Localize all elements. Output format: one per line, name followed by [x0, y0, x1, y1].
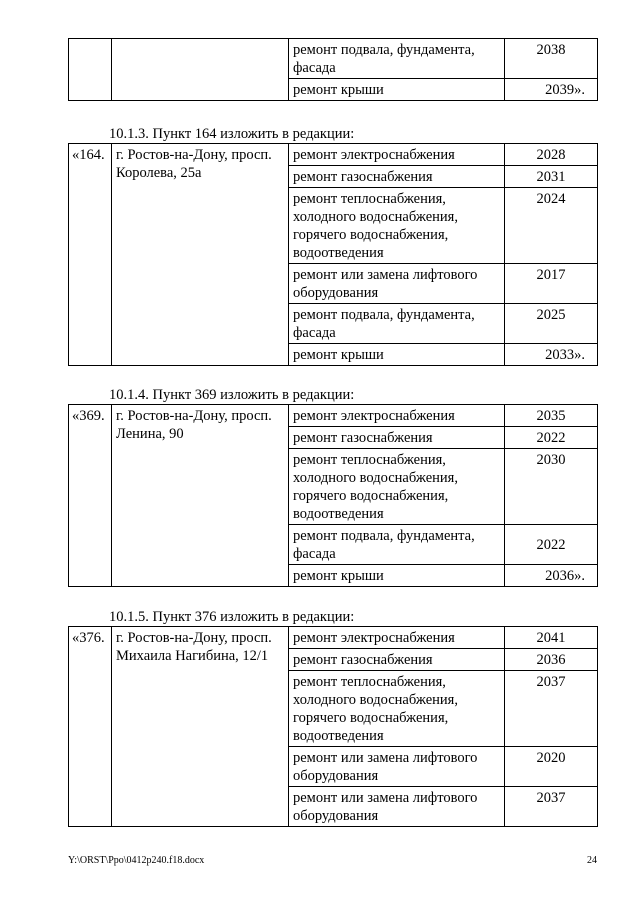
table-row	[69, 144, 598, 166]
section-table-376	[68, 626, 598, 827]
year-cell: 2022	[505, 427, 598, 449]
continuation-table	[68, 38, 598, 101]
table-row	[69, 39, 598, 79]
year-cell: 2037	[505, 671, 598, 747]
work-cell: ремонт крыши	[289, 344, 505, 366]
work-cell: ремонт подвала, фундамента, фасада	[289, 525, 505, 565]
section-heading: 10.1.4. Пункт 369 изложить в редакции:	[109, 387, 355, 403]
work-cell: ремонт подвала, фундамента, фасада	[289, 304, 505, 344]
work-cell: ремонт крыши	[289, 79, 505, 101]
year-cell: 2033».	[505, 344, 598, 366]
address-cell	[112, 39, 289, 101]
year-cell: 2041	[505, 627, 598, 649]
item-number: «376.	[69, 627, 112, 827]
item-number: «164.	[69, 144, 112, 366]
table-row	[69, 627, 598, 649]
work-cell: ремонт газоснабжения	[289, 427, 505, 449]
number-cell	[69, 39, 112, 101]
year-cell: 2036	[505, 649, 598, 671]
address-cell: г. Ростов-на-Дону, просп. Ленина, 90	[112, 405, 289, 587]
address-cell: г. Ростов-на-Дону, просп. Королева, 25а	[112, 144, 289, 366]
year-cell: 2035	[505, 405, 598, 427]
work-cell: ремонт электроснабжения	[289, 405, 505, 427]
year-cell: 2028	[505, 144, 598, 166]
item-number: «369.	[69, 405, 112, 587]
address-cell: г. Ростов-на-Дону, просп. Михаила Нагибина, 12/1	[112, 627, 289, 827]
work-cell: ремонт крыши	[289, 565, 505, 587]
work-cell: ремонт или замена лифтового оборудования	[289, 747, 505, 787]
work-cell: ремонт газоснабжения	[289, 649, 505, 671]
year-cell: 2024	[505, 188, 598, 264]
year-cell: 2017	[505, 264, 598, 304]
year-cell: 2037	[505, 787, 598, 827]
work-cell: ремонт теплоснабжения, холодного водоснабжения, горячего водоснабжения, водоотведения	[289, 188, 505, 264]
section-heading: 10.1.5. Пункт 376 изложить в редакции:	[109, 609, 355, 625]
work-cell: ремонт электроснабжения	[289, 144, 505, 166]
work-cell: ремонт газоснабжения	[289, 166, 505, 188]
year-cell: 2036».	[505, 565, 598, 587]
work-cell: ремонт электроснабжения	[289, 627, 505, 649]
page-number: 24	[587, 855, 597, 866]
table-row	[69, 405, 598, 427]
work-cell: ремонт или замена лифтового оборудования	[289, 787, 505, 827]
work-cell: ремонт теплоснабжения, холодного водоснабжения, горячего водоснабжения, водоотведения	[289, 671, 505, 747]
year-cell: 2039».	[505, 79, 598, 101]
work-cell: ремонт подвала, фундамента, фасада	[289, 39, 505, 79]
year-cell: 2025	[505, 304, 598, 344]
section-table-164	[68, 143, 598, 366]
section-heading: 10.1.3. Пункт 164 изложить в редакции:	[109, 126, 355, 142]
year-cell: 2031	[505, 166, 598, 188]
year-cell: 2022	[505, 525, 598, 565]
footer-file-path: Y:\ORST\Ppo\0412p240.f18.docx	[68, 855, 205, 866]
year-cell: 2030	[505, 449, 598, 525]
section-table-369	[68, 404, 598, 587]
year-cell: 2020	[505, 747, 598, 787]
year-cell: 2038	[505, 39, 598, 79]
work-cell: ремонт теплоснабжения, холодного водоснабжения, горячего водоснабжения, водоотведения	[289, 449, 505, 525]
work-cell: ремонт или замена лифтового оборудования	[289, 264, 505, 304]
